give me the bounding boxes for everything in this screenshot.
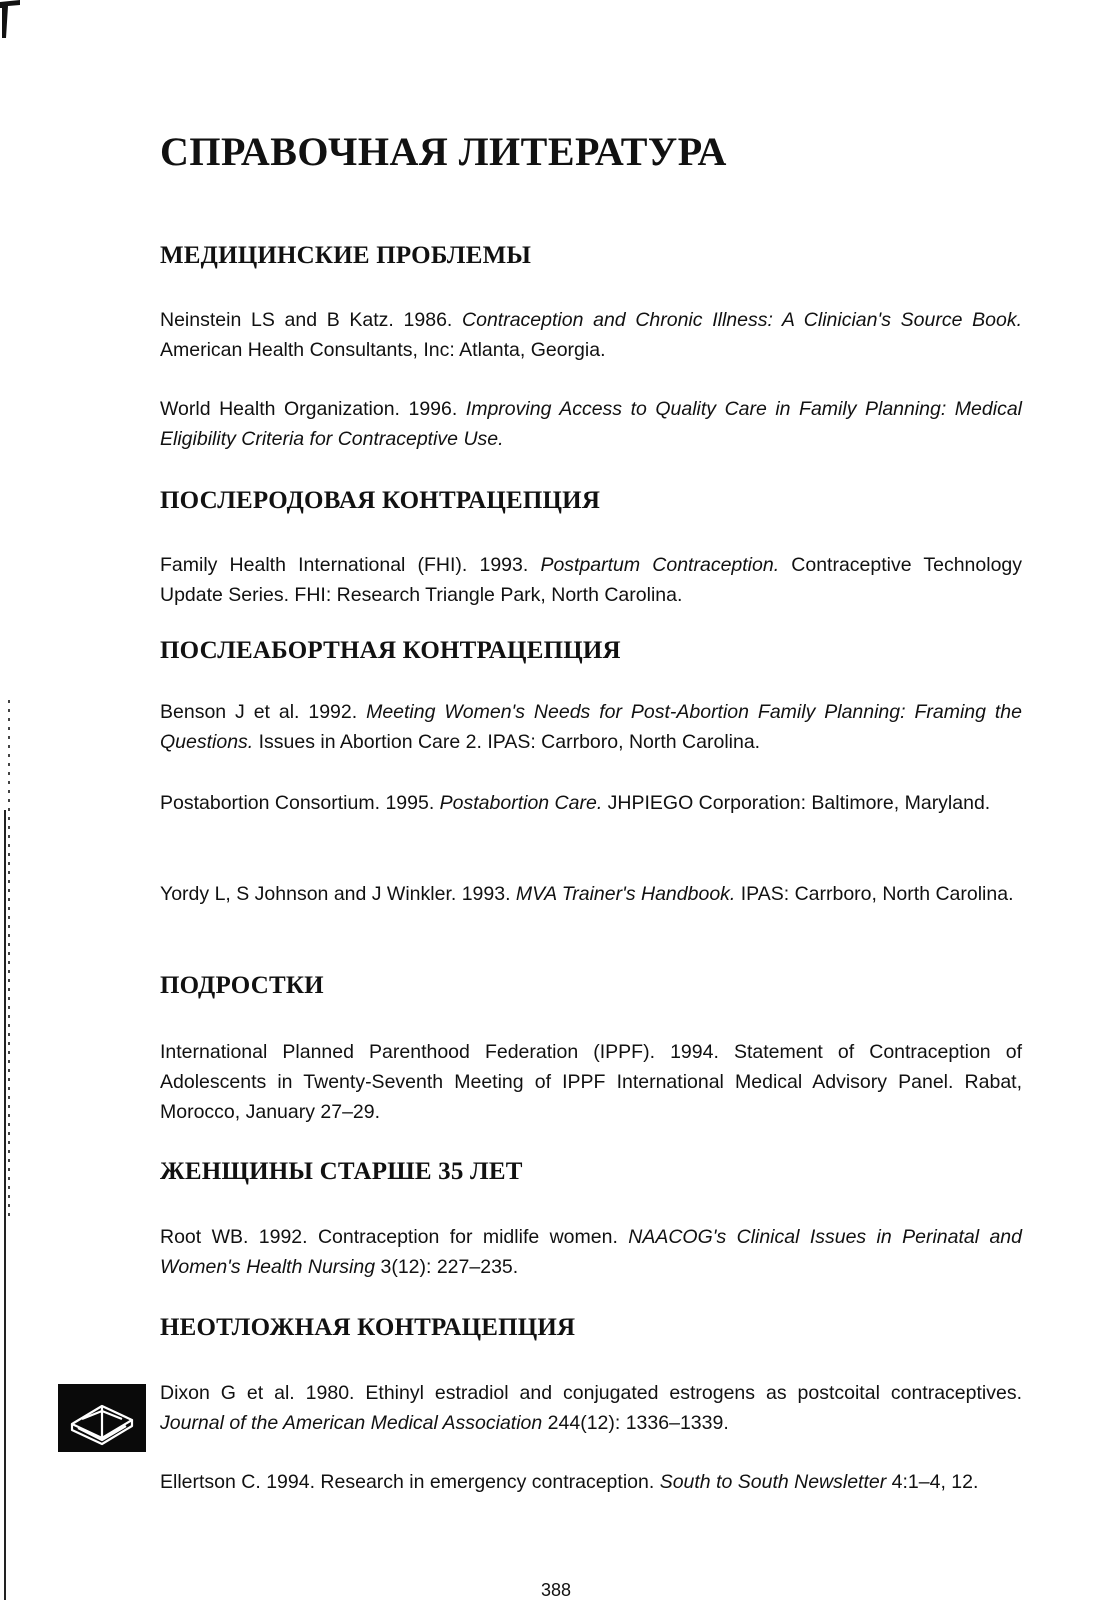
reference-entry: World Health Organization. 1996. Improving Access to Quality Care in Family Planning: Medical Eligibility Criteria for Contraceptive Use.	[160, 398, 1023, 450]
page-title: СПРАВОЧНАЯ ЛИТЕРАТУРА	[160, 129, 727, 174]
reference-entry: Neinstein LS and B Katz. 1986. Contraception and Chronic Illness: A Clinician's Source Book. American Health Consultants, Inc: Atlanta, Georgia.	[160, 309, 1022, 361]
corner-mark	[0, 0, 24, 40]
book-icon	[58, 1384, 146, 1452]
page-number: 388	[540, 1580, 572, 1600]
reference-entry: Ellertson C. 1994. Research in emergency contraception. South to South Newsletter 4:1–4, 12.	[160, 1471, 979, 1493]
section-heading: ПОСЛЕРОДОВАЯ КОНТРАЦЕПЦИЯ	[160, 487, 601, 514]
section-heading: ЖЕНЩИНЫ СТАРШЕ 35 ЛЕТ	[160, 1158, 523, 1185]
reference-entry: Root WB. 1992. Contraception for midlife women. NAACOG's Clinical Issues in Perinatal and Women's Health Nursing 3(12): 227–235.	[160, 1226, 1022, 1278]
reference-entry: Family Health International (FHI). 1993. Postpartum Contraception. Contraceptive Technology Update Series. FHI: Research Triangle Park, North Carolina.	[160, 554, 1023, 606]
binding-edge-dots	[8, 700, 10, 1220]
section-heading: ПОСЛЕАБОРТНАЯ КОНТРАЦЕПЦИЯ	[160, 637, 621, 664]
section-heading: НЕОТЛОЖНАЯ КОНТРАЦЕПЦИЯ	[160, 1314, 576, 1341]
section-heading: ПОДРОСТКИ	[160, 972, 324, 999]
reference-entry: Postabortion Consortium. 1995. Postabortion Care. JHPIEGO Corporation: Baltimore, Maryland.	[160, 792, 991, 814]
reference-entry: Yordy L, S Johnson and J Winkler. 1993. MVA Trainer's Handbook. IPAS: Carrboro, North Carolina.	[160, 883, 1014, 905]
reference-entry: Benson J et al. 1992. Meeting Women's Needs for Post-Abortion Family Planning: Framing the Questions. Issues in Abortion Care 2. IPAS: Carrboro, North Carolina.	[160, 701, 1022, 753]
binding-edge-line	[4, 810, 6, 1600]
section-heading: МЕДИЦИНСКИЕ ПРОБЛЕМЫ	[160, 242, 532, 269]
reference-entry: Dixon G et al. 1980. Ethinyl estradiol and conjugated estrogens as postcoital contraceptives. Journal of the American Medical Association 244(12): 1336–1339.	[160, 1382, 1022, 1434]
reference-entry: International Planned Parenthood Federation (IPPF). 1994. Statement of Contraception of Adolescents in Twenty-Seventh Meeting of IPPF International Medical Advisory Panel. Rabat, Morocco, January 27–29.	[160, 1041, 1022, 1123]
